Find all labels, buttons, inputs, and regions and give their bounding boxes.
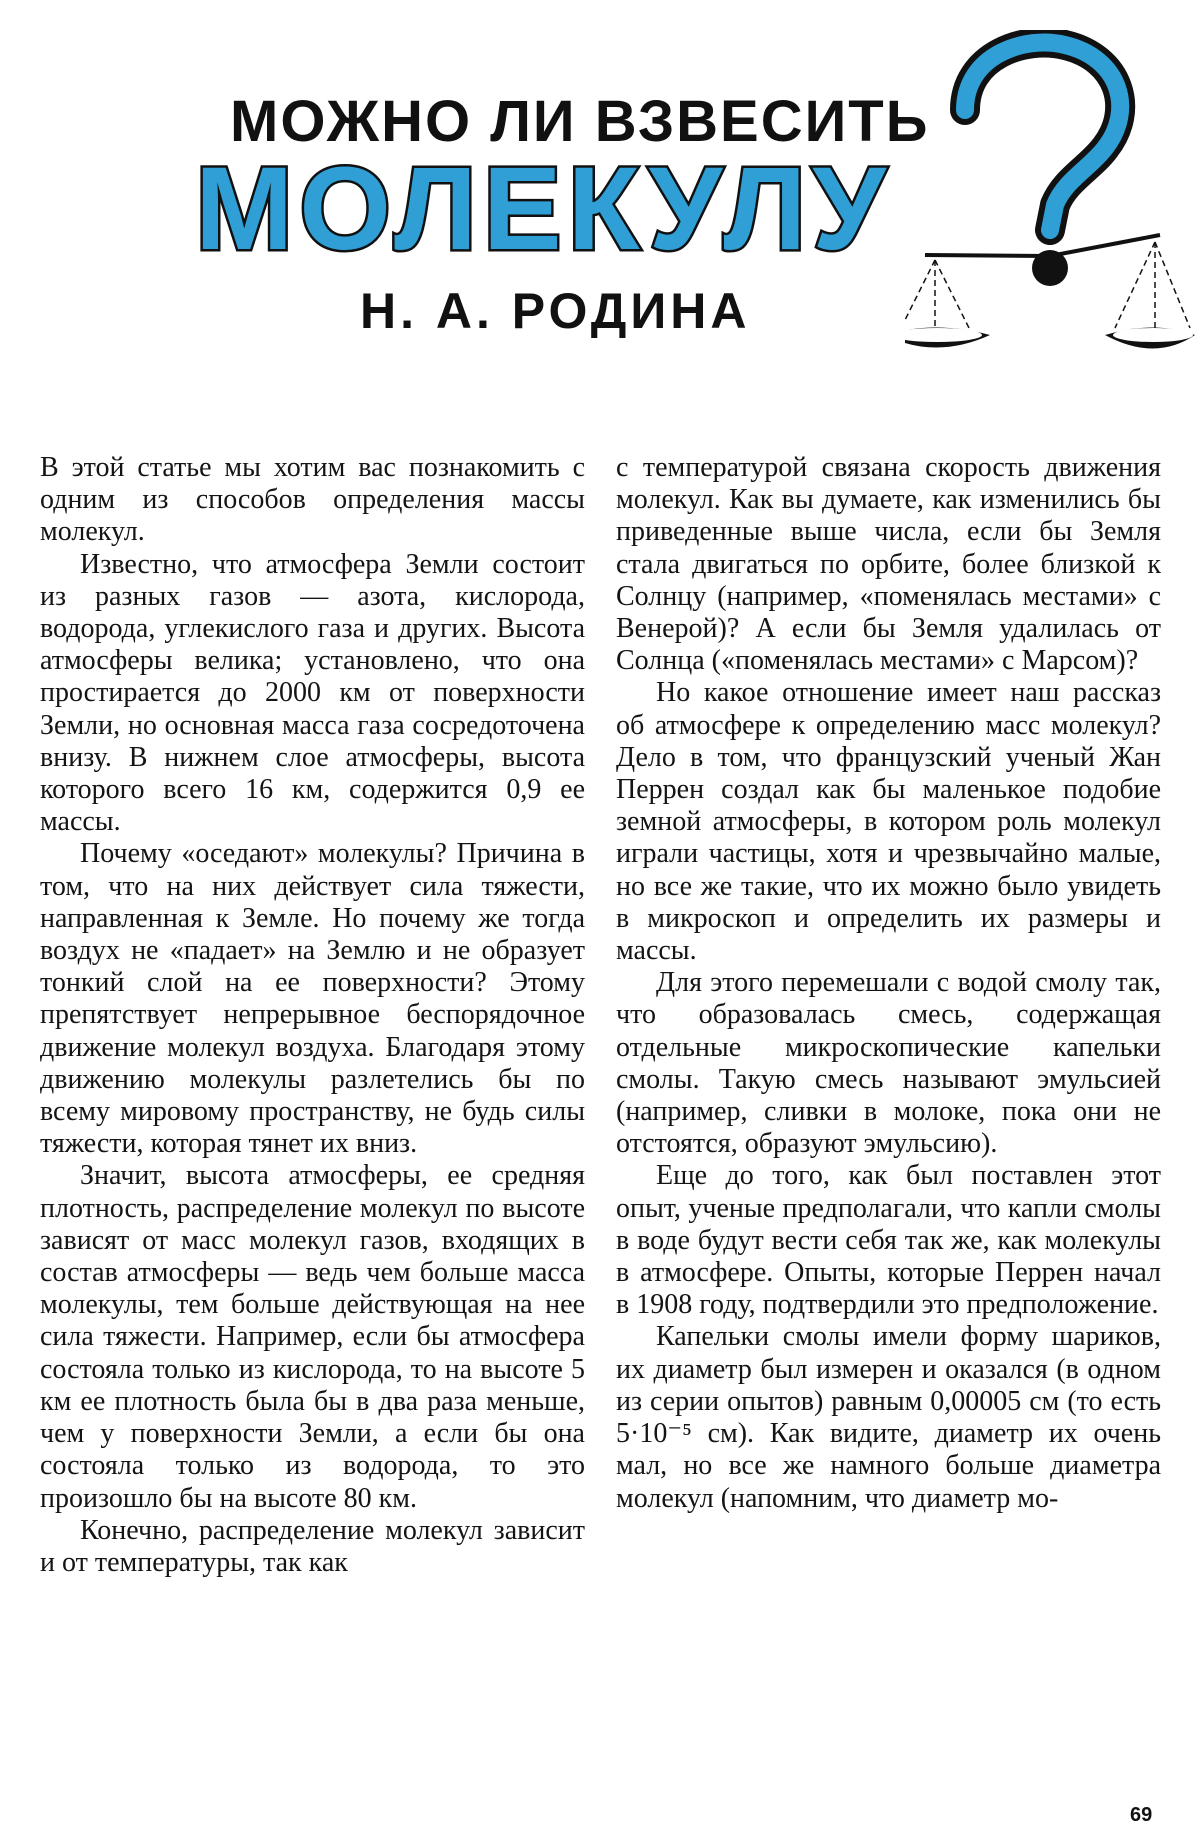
- paragraph: Значит, высота атмосферы, ее средняя плотность, распределение молекул по высоте зависят от масс молекул газов, входящих в состав атмосферы — ведь чем больше масса молекулы, тем больше действующая на нее сила тяжести. Например, если бы атмосфера состояла только из кислорода, то на высоте 5 км ее плотность была бы в два раза меньше, чем у поверхности Земли, а если бы она состояла только из водорода, то это произошло бы на высоте 80 км.: [40, 1160, 585, 1514]
- paragraph: Известно, что атмосфера Земли состоит из разных газов — азота, кислорода, водорода, углекислого газа и других. Высота атмосферы велика; установлено, что она простирается до 2000 км от поверхности Земли, но основная масса газа сосредоточена внизу. В нижнем слое атмосферы, высота которого всего 16 км, содержится 0,9 ее массы.: [40, 548, 585, 838]
- paragraph: Еще до того, как был поставлен этот опыт, ученые предполагали, что капли смолы в воде будут вести себя так же, как молекулы в атмосфере. Опыты, которые Перрен начал в 1908 году, подтвердили это предположение.: [616, 1160, 1161, 1321]
- article-column-left: [40, 452, 585, 1579]
- paragraph: Почему «оседают» молекулы? Причина в том, что на них действует сила тяжести, направленная к Земле. Но почему же тогда воздух не «падает» на Землю и не образует тонкий слой на ее поверхности? Этому препятствует непрерывное беспорядочное движение молекул воздуха. Благодаря этому движению молекулы разлетелись бы по всему мировому пространству, не будь силы тяжести, которая тянет их вниз.: [40, 838, 585, 1160]
- paragraph: Для этого перемешали с водой смолу так, что образовалась смесь, содержащая отдельные микроскопические капельки смолы. Такую смесь называют эмульсией (например, сливки в молоке, пока они не отстоятся, образуют эмульсию).: [616, 967, 1161, 1160]
- article-header: [0, 0, 1200, 420]
- title-line-2: МОЛЕКУЛУ: [195, 143, 892, 275]
- paragraph: Конечно, распределение молекул зависит и от температуры, так как: [40, 1514, 585, 1578]
- paragraph: с температурой связана скорость движения молекул. Как вы думаете, как изменились бы приведенные выше числа, если бы Земля стала двигаться по орбите, более близкой к Солнцу (например, «поменялась местами» с Венерой)? А если бы Земля удалилась от Солнца («поменялась местами» с Марсом)?: [616, 452, 1161, 677]
- page-number: 69: [1130, 1804, 1153, 1826]
- question-mark-scales-icon: [905, 30, 1195, 370]
- article-column-right: [616, 452, 1161, 1515]
- paragraph: Капельки смолы имели форму шариков, их диаметр был измерен и оказался (в одном из серии опытов) равным 0,00005 см (то есть 5·10⁻⁵ см). Как видите, диаметр их очень мал, но все же намного больше диаметра молекул (напомним, что диаметр мо-: [616, 1321, 1161, 1514]
- author-name: Н. А. РОДИНА: [360, 283, 751, 339]
- paragraph: В этой статье мы хотим вас познакомить с одним из способов определения массы молекул.: [40, 452, 585, 548]
- title-line-1: МОЖНО ЛИ ВЗВЕСИТЬ: [230, 89, 930, 154]
- paragraph: Но какое отношение имеет наш рассказ об атмосфере к определению масс молекул? Дело в том, что французский ученый Жан Перрен создал как бы маленькое подобие земной атмосферы, в котором роль молекул играли частицы, хотя и чрезвычайно малые, но все же такие, что их можно было увидеть в микроскоп и определить их размеры и массы.: [616, 677, 1161, 967]
